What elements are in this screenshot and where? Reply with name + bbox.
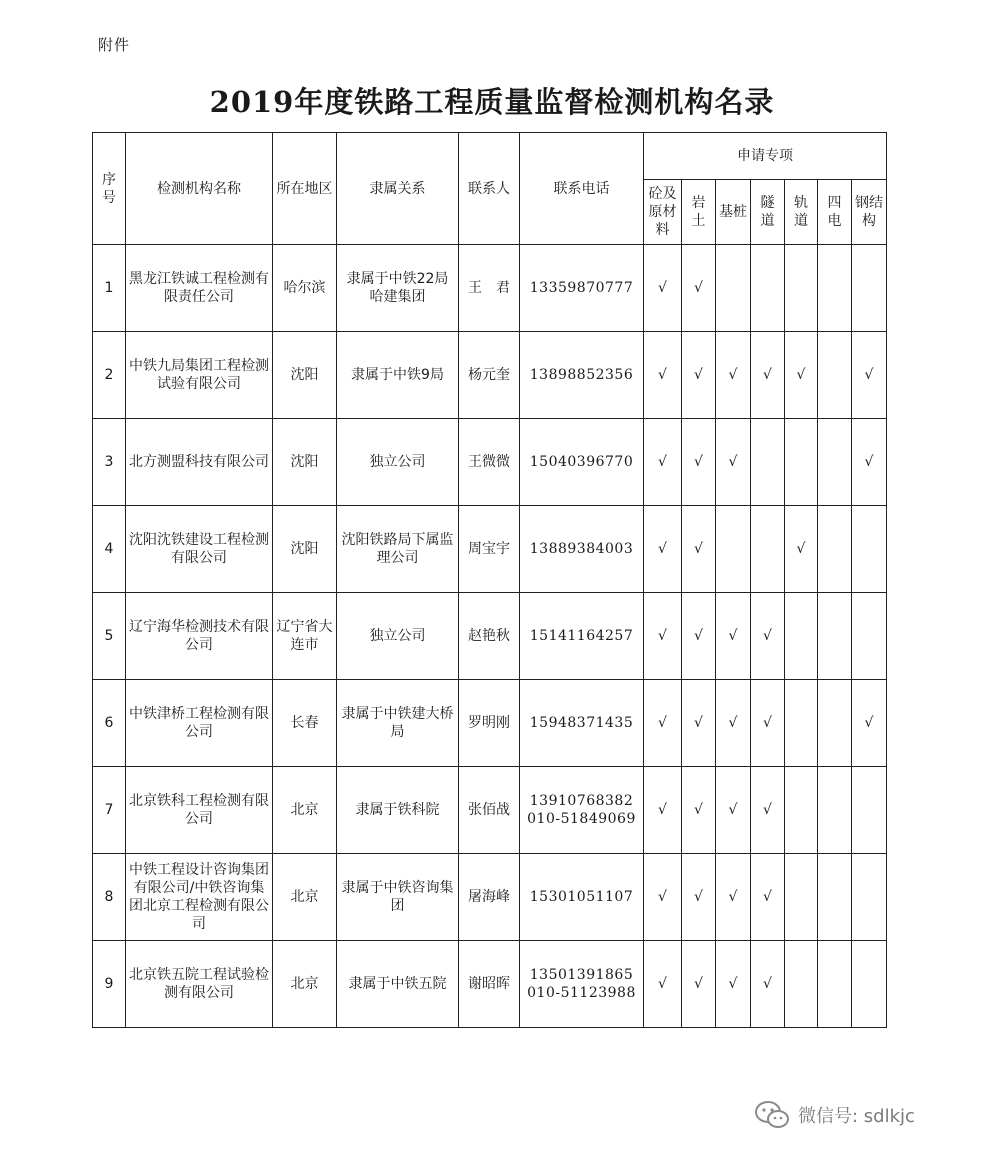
header-affiliation: 隶属关系 — [337, 133, 459, 245]
table-row — [93, 245, 887, 332]
check-mark: √ — [763, 628, 772, 644]
org-contact: 谢昭晖 — [459, 941, 520, 1028]
row-index: 4 — [93, 506, 126, 593]
org-region: 辽宁省大连市 — [273, 593, 337, 680]
specialty-cell — [682, 767, 716, 854]
check-mark: √ — [763, 802, 772, 818]
phone-number: 15948371435 — [529, 715, 634, 731]
org-name: 北方测盟科技有限公司 — [126, 419, 273, 506]
specialty-cell — [818, 941, 852, 1028]
check-mark: √ — [763, 367, 772, 383]
org-phone — [520, 593, 644, 680]
specialty-cell — [716, 941, 751, 1028]
check-mark: √ — [694, 976, 703, 992]
specialty-cell — [785, 941, 818, 1028]
org-contact: 屠海峰 — [459, 854, 520, 941]
specialty-cell — [716, 593, 751, 680]
specialty-cell — [644, 593, 682, 680]
check-mark: √ — [658, 976, 667, 992]
check-mark: √ — [728, 367, 738, 383]
specialty-cell — [852, 854, 887, 941]
org-affiliation: 隶属于中铁9局 — [337, 332, 459, 419]
check-mark: √ — [763, 715, 772, 731]
specialty-cell — [751, 854, 785, 941]
check-mark: √ — [728, 454, 738, 470]
org-name: 沈阳沈铁建设工程检测有限公司 — [126, 506, 273, 593]
org-region: 沈阳 — [273, 419, 337, 506]
org-region: 长春 — [273, 680, 337, 767]
specialty-cell — [644, 854, 682, 941]
check-mark: √ — [796, 541, 806, 557]
table-row — [93, 419, 887, 506]
table-row — [93, 506, 887, 593]
org-name: 辽宁海华检测技术有限公司 — [126, 593, 273, 680]
specialty-cell — [785, 506, 818, 593]
specialty-cell — [716, 680, 751, 767]
specialty-cell — [852, 941, 887, 1028]
specialty-cell — [818, 767, 852, 854]
row-index: 9 — [93, 941, 126, 1028]
check-mark: √ — [694, 715, 703, 731]
org-region: 北京 — [273, 854, 337, 941]
specialty-cell — [751, 506, 785, 593]
specialty-cell — [644, 419, 682, 506]
specialty-cell — [818, 680, 852, 767]
check-mark: √ — [658, 454, 667, 470]
check-mark: √ — [728, 628, 738, 644]
specialty-cell — [682, 593, 716, 680]
org-contact: 罗明刚 — [459, 680, 520, 767]
org-phone — [520, 332, 644, 419]
org-affiliation: 沈阳铁路局下属监理公司 — [337, 506, 459, 593]
specialty-cell — [716, 767, 751, 854]
check-mark: √ — [728, 976, 738, 992]
check-mark: √ — [728, 715, 738, 731]
check-mark: √ — [864, 367, 874, 383]
org-name: 中铁工程设计咨询集团有限公司/中铁咨询集团北京工程检测有限公司 — [126, 854, 273, 941]
specialty-cell — [716, 506, 751, 593]
phone-number: 13889384003 — [529, 541, 634, 557]
org-phone — [520, 941, 644, 1028]
org-phone — [520, 506, 644, 593]
specialty-cell — [682, 332, 716, 419]
row-index: 3 — [93, 419, 126, 506]
check-mark: √ — [728, 889, 738, 905]
specialty-cell — [751, 419, 785, 506]
specialty-cell — [785, 419, 818, 506]
org-name: 中铁津桥工程检测有限公司 — [126, 680, 273, 767]
specialty-cell — [716, 332, 751, 419]
specialty-cell — [716, 854, 751, 941]
org-name: 黑龙江铁诚工程检测有限责任公司 — [126, 245, 273, 332]
page-title: 2019年度铁路工程质量监督检测机构名录 — [209, 85, 775, 119]
phone-number: 13501391865 — [529, 967, 634, 983]
header-region: 所在地区 — [273, 133, 337, 245]
specialty-cell — [644, 767, 682, 854]
specialty-cell — [716, 245, 751, 332]
org-phone — [520, 419, 644, 506]
specialty-cell — [751, 332, 785, 419]
header-name: 检测机构名称 — [126, 133, 273, 245]
check-mark: √ — [658, 367, 667, 383]
phone-number: 010-51849069 — [527, 811, 636, 827]
header-specialty: 基桩 — [716, 180, 751, 245]
specialty-cell — [716, 419, 751, 506]
specialty-cell — [852, 419, 887, 506]
phone-number: 13910768382 — [529, 793, 634, 809]
phone-number: 13359870777 — [529, 280, 634, 296]
table-row — [93, 593, 887, 680]
specialty-cell — [644, 332, 682, 419]
check-mark: √ — [694, 367, 703, 383]
specialty-cell — [852, 245, 887, 332]
org-region: 北京 — [273, 767, 337, 854]
header-specialty: 轨道 — [785, 180, 818, 245]
specialty-cell — [682, 941, 716, 1028]
phone-number: 010-51123988 — [527, 985, 636, 1001]
specialty-cell — [852, 767, 887, 854]
specialty-cell — [785, 245, 818, 332]
row-index: 1 — [93, 245, 126, 332]
header-index: 序号 — [93, 133, 126, 245]
org-name: 中铁九局集团工程检测试验有限公司 — [126, 332, 273, 419]
specialty-cell — [852, 332, 887, 419]
specialty-cell — [751, 767, 785, 854]
specialty-cell — [682, 245, 716, 332]
org-phone — [520, 245, 644, 332]
check-mark: √ — [658, 541, 667, 557]
wechat-icon — [754, 1100, 790, 1130]
specialty-cell — [852, 680, 887, 767]
specialty-cell — [682, 854, 716, 941]
check-mark: √ — [694, 889, 703, 905]
org-phone — [520, 680, 644, 767]
org-affiliation: 隶属于铁科院 — [337, 767, 459, 854]
specialty-cell — [682, 419, 716, 506]
check-mark: √ — [694, 802, 703, 818]
phone-number: 15301051107 — [529, 889, 634, 905]
specialty-cell — [682, 506, 716, 593]
org-contact: 王 君 — [459, 245, 520, 332]
check-mark: √ — [763, 889, 772, 905]
specialty-cell — [682, 680, 716, 767]
check-mark: √ — [694, 280, 703, 296]
org-contact: 周宝宇 — [459, 506, 520, 593]
specialty-cell — [785, 332, 818, 419]
watermark — [754, 1100, 915, 1130]
check-mark: √ — [864, 715, 874, 731]
check-mark: √ — [658, 628, 667, 644]
check-mark: √ — [658, 715, 667, 731]
specialty-cell — [644, 245, 682, 332]
registry-table — [92, 132, 887, 1028]
org-phone — [520, 854, 644, 941]
specialty-cell — [818, 332, 852, 419]
check-mark: √ — [728, 802, 738, 818]
watermark-text: 微信号: sdlkjc — [798, 1106, 915, 1127]
check-mark: √ — [658, 889, 667, 905]
org-contact: 王微微 — [459, 419, 520, 506]
org-affiliation: 独立公司 — [337, 419, 459, 506]
header-specialty: 隧道 — [751, 180, 785, 245]
org-name: 北京铁五院工程试验检测有限公司 — [126, 941, 273, 1028]
check-mark: √ — [763, 976, 772, 992]
specialty-cell — [818, 245, 852, 332]
org-contact: 杨元奎 — [459, 332, 520, 419]
org-region: 沈阳 — [273, 506, 337, 593]
check-mark: √ — [694, 454, 703, 470]
check-mark: √ — [864, 454, 874, 470]
phone-number: 15040396770 — [529, 454, 634, 470]
specialty-cell — [785, 767, 818, 854]
org-affiliation: 隶属于中铁五院 — [337, 941, 459, 1028]
phone-number: 13898852356 — [529, 367, 634, 383]
phone-number: 15141164257 — [529, 628, 634, 644]
org-name: 北京铁科工程检测有限公司 — [126, 767, 273, 854]
annex-label: 附件 — [98, 36, 131, 54]
specialty-cell — [751, 680, 785, 767]
specialty-cell — [818, 854, 852, 941]
specialty-cell — [852, 593, 887, 680]
check-mark: √ — [694, 628, 703, 644]
org-region: 北京 — [273, 941, 337, 1028]
row-index: 2 — [93, 332, 126, 419]
table-row — [93, 332, 887, 419]
row-index: 6 — [93, 680, 126, 767]
specialty-cell — [818, 419, 852, 506]
header-phone: 联系电话 — [520, 133, 644, 245]
specialty-cell — [644, 506, 682, 593]
org-phone — [520, 767, 644, 854]
specialty-cell — [852, 506, 887, 593]
specialty-cell — [644, 941, 682, 1028]
check-mark: √ — [658, 280, 667, 296]
check-mark: √ — [658, 802, 667, 818]
row-index: 7 — [93, 767, 126, 854]
table-row — [93, 680, 887, 767]
header-specialty: 四电 — [818, 180, 852, 245]
org-affiliation: 隶属于中铁22局哈建集团 — [337, 245, 459, 332]
specialty-cell — [751, 941, 785, 1028]
org-affiliation: 隶属于中铁建大桥局 — [337, 680, 459, 767]
table-row — [93, 854, 887, 941]
header-specialty: 钢结构 — [852, 180, 887, 245]
header-specialty: 砼及原材料 — [644, 180, 682, 245]
specialty-cell — [818, 593, 852, 680]
specialty-cell — [785, 593, 818, 680]
check-mark: √ — [694, 541, 703, 557]
specialty-cell — [751, 245, 785, 332]
specialty-cell — [751, 593, 785, 680]
specialty-cell — [644, 680, 682, 767]
specialty-cell — [785, 854, 818, 941]
specialty-cell — [785, 680, 818, 767]
check-mark: √ — [796, 367, 806, 383]
header-contact: 联系人 — [459, 133, 520, 245]
org-region: 哈尔滨 — [273, 245, 337, 332]
header-specialty: 岩土 — [682, 180, 716, 245]
header-specialties-group: 申请专项 — [644, 133, 887, 180]
row-index: 5 — [93, 593, 126, 680]
org-affiliation: 独立公司 — [337, 593, 459, 680]
table-row — [93, 767, 887, 854]
row-index: 8 — [93, 854, 126, 941]
org-region: 沈阳 — [273, 332, 337, 419]
specialty-cell — [818, 506, 852, 593]
org-affiliation: 隶属于中铁咨询集团 — [337, 854, 459, 941]
org-contact: 赵艳秋 — [459, 593, 520, 680]
table-row — [93, 941, 887, 1028]
org-contact: 张佰战 — [459, 767, 520, 854]
